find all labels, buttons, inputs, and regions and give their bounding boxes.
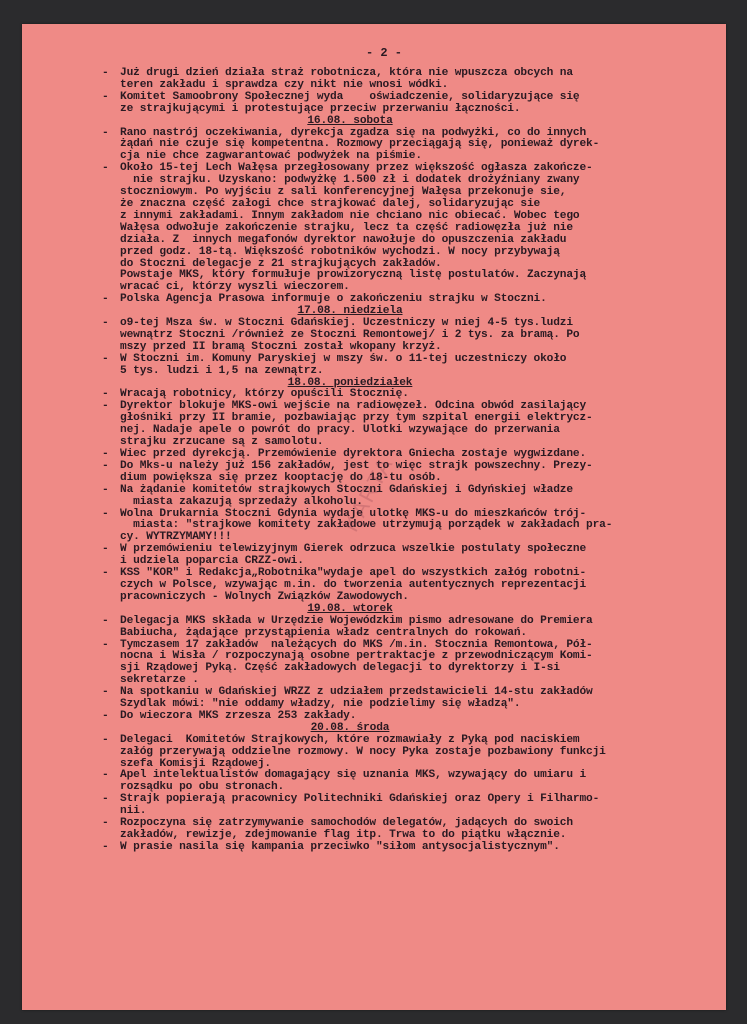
text-line: żądań nie czuje się kompetentna. Rozmowy przeciągają się, ponieważ dyrek- bbox=[120, 138, 600, 151]
text-line: sekretarze . bbox=[120, 674, 199, 687]
text-line: W przemówieniu telewizyjnym Gierek odrzuca wszelkie postulaty społeczne bbox=[120, 543, 587, 556]
text-line: nej. Nadaje apele o powrót do pracy. Ulotki wzywające do przerwania bbox=[120, 424, 560, 437]
bullet-dash: - bbox=[102, 400, 109, 413]
bullet-dash: - bbox=[102, 317, 109, 330]
text-line: Wracają robotnicy, którzy opuścili Stocznię. bbox=[120, 388, 409, 401]
text-line: Strajk popierają pracownicy Politechniki Gdańskiej oraz Opery i Filharmo- bbox=[120, 793, 600, 806]
text-line: Rano nastrój oczekiwania, dyrekcja zgadza się na podwyżki, co do innych bbox=[120, 126, 587, 139]
bullet-dash: - bbox=[102, 567, 109, 580]
text-line: wracać ci, którzy wyszli wieczorem. bbox=[120, 281, 350, 294]
text-line: stoczniowym. Po wyjściu z sali konferencyjnej Wałęsa przekonuje sie, bbox=[120, 186, 567, 199]
text-line: strajku zrzucane są z samolotu. bbox=[120, 436, 324, 449]
entry-item bbox=[102, 317, 716, 354]
text-line: wewnątrz Stoczni /również ze Stoczni Remontowej/ i 2 tys. za bramą. Po bbox=[120, 328, 580, 341]
entry-item bbox=[102, 686, 716, 711]
entry-item bbox=[102, 67, 716, 92]
date-heading: 16.08. sobota bbox=[307, 114, 393, 127]
text-line: czych w Polsce, wzywając m.in. do tworzenia autentycznych reprezentacji bbox=[120, 578, 587, 591]
text-line: W Stoczni im. Komuny Paryskiej w mszy św. o 11-tej uczestniczy około bbox=[120, 352, 567, 365]
text-line: Wałęsa odwołuje zakończenie strajku, lecz ta część radiowęzła już nie bbox=[120, 221, 573, 234]
text-line: Około 15-tej Lech Wałęsa przegłosowany przez większość ogłasza zakończe- bbox=[120, 162, 593, 175]
entry-item bbox=[102, 90, 716, 116]
text-line: o9-tej Msza św. w Stoczni Gdańskiej. Uczestniczy w niej 4-5 tys.ludzi bbox=[120, 317, 573, 330]
watermark: KARTA bbox=[338, 452, 399, 536]
bullet-dash: - bbox=[102, 793, 109, 806]
bullet-dash: - bbox=[102, 459, 109, 472]
text-line: Tymczasem 17 zakładów należących do MKS /m.in. Stocznia Remontowa, Pół- bbox=[120, 638, 593, 651]
text-line: Komitet Samoobrony Społecznej wyda oświadczenie, solidaryzujące się bbox=[120, 90, 580, 103]
bullet-dash: - bbox=[102, 293, 109, 306]
text-line: miasta zakazują sprzedaży alkoholu. bbox=[120, 495, 363, 508]
bullet-dash: - bbox=[102, 638, 109, 651]
entry-item bbox=[102, 840, 716, 854]
entry-item bbox=[102, 793, 716, 818]
entry-item bbox=[102, 817, 716, 842]
date-heading: 20.08. środa bbox=[310, 721, 390, 734]
text-line: miasta: "strajkowe komitety zakładowe utrzymują porządek w zakładach pra- bbox=[120, 519, 613, 532]
entry-item bbox=[102, 733, 716, 771]
document-body bbox=[102, 67, 716, 854]
text-line: załóg przerywają oddzielne rozmowy. W nocy Pyka zostaje pozbawiony funkcji bbox=[120, 745, 606, 758]
text-line: Powstaje MKS, który formułuje prowizoryczną listę postulatów. Zaczynają bbox=[120, 269, 587, 282]
text-line: przed godz. 18-tą. Większość robotników wychodzi. W nocy przybywają bbox=[120, 245, 560, 258]
text-line: Wolna Drukarnia Stoczni Gdynia wydaje ulotkę MKS-u do mieszkańców trój- bbox=[120, 507, 587, 520]
text-line: ze strajkującymi i protestujące przeciw przerwaniu łączności. bbox=[120, 102, 521, 115]
text-line: Apel intelektualistów domagający się uznania MKS, wzywający do umiaru i bbox=[120, 769, 587, 782]
text-line: działa. Z innych megafonów dyrektor nawołuje do opuszczenia zakładu bbox=[120, 233, 567, 246]
entry-item bbox=[102, 162, 716, 294]
bullet-dash: - bbox=[102, 709, 109, 722]
bullet-dash: - bbox=[102, 507, 109, 520]
text-line: mszy przed II bramą Stoczni został wkopany krzyż. bbox=[120, 340, 442, 353]
bullet-dash: - bbox=[102, 67, 109, 79]
text-line: nocna i Wisła / rozpoczynają osobne pertraktacje z przewodniczącym Komi- bbox=[120, 650, 593, 663]
bullet-dash: - bbox=[102, 817, 109, 830]
text-line: Delegaci Komitetów Strajkowych, które rozmawiały z Pyką pod naciskiem bbox=[120, 733, 580, 746]
text-line: sji Rządowej Pyką. Część zakładowych delegacji to dyrektorzy i I-si bbox=[120, 662, 560, 675]
bullet-dash: - bbox=[102, 733, 109, 746]
text-line: Szydlak mówi: "nie oddamy władzy, nie podzielimy się władzą". bbox=[120, 698, 521, 711]
entry-item bbox=[102, 614, 716, 640]
text-line: rozsądku po obu stronach. bbox=[120, 781, 285, 794]
text-line: że znaczna część załogi chce strajkować dalej, solidaryzując sie bbox=[120, 197, 541, 210]
entry-item bbox=[102, 459, 716, 485]
text-line: Na żądanie komitetów strajkowych Stoczni Gdańskiej i Gdyńskiej władze bbox=[120, 483, 573, 496]
text-line: Babiucha, żądające przystąpienia władz centralnych do rokowań. bbox=[120, 626, 527, 639]
bullet-dash: - bbox=[102, 162, 109, 175]
text-line: KSS "KOR" i Redakcja„Robotnika"wydaje apel do wszystkich załóg robotni- bbox=[120, 567, 587, 580]
entry-item bbox=[102, 769, 716, 794]
text-line: Do wieczora MKS zrzesza 253 zakłady. bbox=[120, 709, 357, 722]
text-line: dium powiększa się przez kooptację do 18-tu osób. bbox=[120, 471, 442, 484]
date-heading: 17.08. niedziela bbox=[297, 305, 403, 318]
date-heading: 19.08. wtorek bbox=[307, 602, 393, 615]
text-line: Wiec przed dyrekcją. Przemówienie dyrektora Gniecha zostaje wygwizdane. bbox=[120, 448, 587, 460]
bullet-dash: - bbox=[102, 352, 109, 365]
bullet-dash: - bbox=[102, 483, 109, 496]
text-line: Do Mks-u należy już 156 zakładów, jest to więc strajk powszechny. Prezy- bbox=[120, 459, 593, 472]
bullet-dash: - bbox=[102, 769, 109, 782]
text-line: cja nie chce zagwarantować podwyżek na piśmie. bbox=[120, 150, 422, 163]
entry-item bbox=[102, 126, 716, 164]
bullet-dash: - bbox=[102, 543, 109, 556]
entry-item bbox=[102, 638, 716, 688]
text-line: i udziela poparcia CRZZ-owi. bbox=[120, 555, 304, 568]
text-line: pracowniczych - Wolnych Związków Zawodowych. bbox=[120, 590, 409, 603]
text-line: zakładów, rewizje, zdejmowanie flag itp. Trwa to do piątku włącznie. bbox=[120, 829, 567, 841]
text-line: Delegacja MKS składa w Urzędzie Wojewódzkim pismo adresowane do Premiera bbox=[120, 614, 593, 627]
entry-item bbox=[102, 293, 716, 306]
text-line: nii. bbox=[120, 805, 147, 818]
text-line: cy. WYTRZYMAMY!!! bbox=[120, 531, 232, 544]
entry-item bbox=[102, 400, 716, 449]
bullet-dash: - bbox=[102, 686, 109, 699]
date-heading: 18.08. poniedziałek bbox=[287, 376, 413, 389]
bullet-dash: - bbox=[102, 126, 109, 139]
entry-item bbox=[102, 567, 716, 604]
bullet-dash: - bbox=[102, 840, 109, 853]
text-line: Dyrektor blokuje MKS-owi wejście na radiowęzeł. Odcina obwód zasilający bbox=[120, 400, 587, 413]
bullet-dash: - bbox=[102, 448, 109, 460]
entry-item bbox=[102, 352, 716, 378]
text-line: teren zakładu i sprawdza czy nikt nie wnosi wódki. bbox=[120, 78, 449, 91]
text-line: nie strajku. Uzyskano: podwyżkę 1.500 zł i dodatek drożyźniany zwany bbox=[120, 174, 580, 187]
text-line: głośniki przy II bramie, pozbawiając przy tym szpital energii elektrycz- bbox=[120, 412, 593, 425]
text-line: Rozpoczyna się zatrzymywanie samochodów delegatów, jadących do swoich bbox=[120, 817, 573, 830]
text-line: 5 tys. ludzi i 1,5 na zewnątrz. bbox=[120, 364, 324, 377]
document-page bbox=[22, 24, 726, 1010]
text-line: szefa Komisji Rządowej. bbox=[120, 757, 271, 770]
bullet-dash: - bbox=[102, 90, 109, 103]
text-line: Polska Agencja Prasowa informuje o zakończeniu strajku w Stoczni. bbox=[120, 293, 547, 306]
entry-item bbox=[102, 709, 716, 723]
entry-item bbox=[102, 543, 716, 568]
text-line: do Stoczni delegacje z 21 strajkujących zakładów. bbox=[120, 257, 442, 270]
text-line: Już drugi dzień działa straż robotnicza, która nie wpuszcza obcych na bbox=[120, 67, 573, 79]
entry-item bbox=[102, 483, 716, 509]
text-line: z innymi zakładami. Innym zakładom nie chciano nic obiecać. Wobec tego bbox=[120, 209, 580, 222]
bullet-dash: - bbox=[102, 388, 109, 401]
text-line: Na spotkaniu w Gdańskiej WRZZ z udziałem przedstawicieli 14-stu zakładów bbox=[120, 686, 593, 699]
page-number: - 2 - bbox=[366, 46, 403, 60]
entry-item bbox=[102, 507, 716, 545]
bullet-dash: - bbox=[102, 614, 109, 627]
text-line: W prasie nasila się kampania przeciwko "siłom antysocjalistycznym". bbox=[120, 840, 560, 853]
